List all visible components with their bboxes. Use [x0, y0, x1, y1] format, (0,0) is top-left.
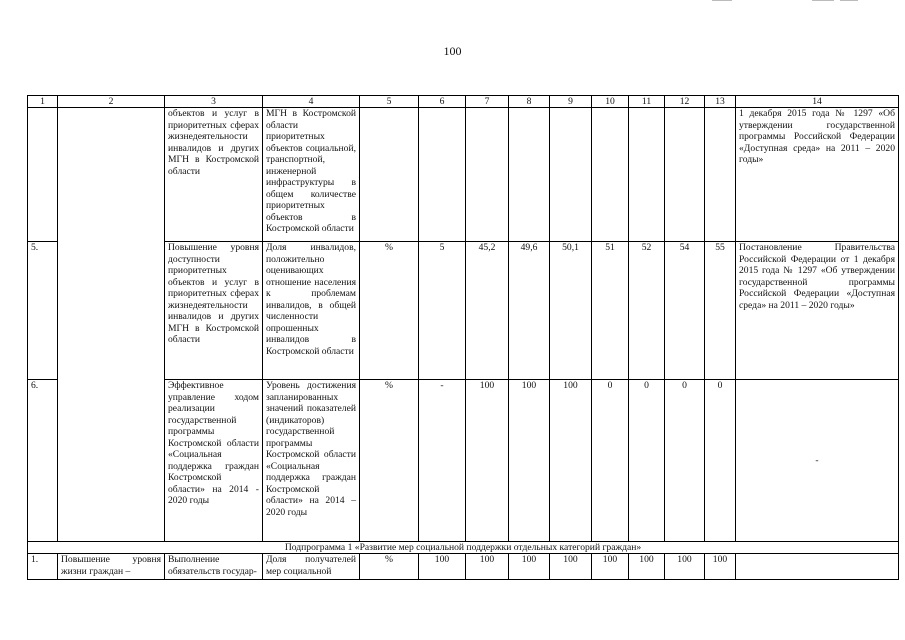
goal-cell: [58, 108, 165, 542]
value-cell: 100: [592, 554, 629, 580]
legal-basis-cell: Постановление Правительства Российской Федерации от 1 декабря 2015 года № 1297 «Об утверждении государственной программы Российской Федерации «Доступная среда» на 2011 – 2020 годы»: [736, 242, 899, 380]
subprogram-row: [28, 542, 899, 554]
column-number: 14: [736, 96, 899, 108]
column-number: 4: [263, 96, 360, 108]
value-cell: [705, 108, 736, 242]
unit-cell: [360, 108, 419, 242]
column-number: 7: [466, 96, 509, 108]
value-cell: 0: [705, 380, 736, 542]
value-cell: 55: [705, 242, 736, 380]
task-cell: Выполнение обязательств государ-: [165, 554, 263, 580]
value-cell: 100: [466, 554, 509, 580]
column-number: 13: [705, 96, 736, 108]
value-cell: 5: [419, 242, 466, 380]
value-cell: [509, 108, 550, 242]
value-cell: 100: [550, 554, 592, 580]
column-number: 9: [550, 96, 592, 108]
scan-mark: [712, 0, 732, 1]
column-number: 6: [419, 96, 466, 108]
value-cell: [419, 108, 466, 242]
value-cell: 100: [509, 380, 550, 542]
indicator-cell: Уровень достижения запланированных значений показателей (индикаторов) государственной программы Костромской области «Социальная поддержка граждан Костромской области» на 2014 – 2020 годы: [263, 380, 360, 542]
value-cell: 52: [629, 242, 665, 380]
value-cell: [629, 108, 665, 242]
value-cell: [466, 108, 509, 242]
value-cell: [592, 108, 629, 242]
row-number: 5.: [28, 242, 58, 380]
scan-mark: [812, 0, 834, 1]
task-cell: Эффективное управление ходом реализации государственной программы Костромской области «Социальная поддержка граждан Костромской области» на 2014 - 2020 годы: [165, 380, 263, 542]
value-cell: 100: [629, 554, 665, 580]
value-cell: [665, 108, 705, 242]
value-cell: 0: [665, 380, 705, 542]
legal-basis-cell: -: [736, 380, 899, 542]
goal-cell: Повышение уровня жизни граждан –: [58, 554, 165, 580]
value-cell: 100: [550, 380, 592, 542]
value-cell: 100: [705, 554, 736, 580]
value-cell: 0: [592, 380, 629, 542]
value-cell: 100: [466, 380, 509, 542]
legal-basis-cell: 1 декабря 2015 года № 1297 «Об утверждении государственной программы Российской Федерации «Доступная среда» на 2011 – 2020 годы»: [736, 108, 899, 242]
column-number: 10: [592, 96, 629, 108]
column-number: 1: [28, 96, 58, 108]
value-cell: 51: [592, 242, 629, 380]
column-number: 5: [360, 96, 419, 108]
value-cell: 49,6: [509, 242, 550, 380]
task-cell: объектов и услуг в приоритетных сферах жизнедеятельности инвалидов и других МГН в Костромской области: [165, 108, 263, 242]
task-cell: Повышение уровня доступности приоритетных объектов и услуг в приоритетных сферах жизнедеятельности инвалидов и других МГН в Костромской области: [165, 242, 263, 380]
value-cell: 0: [629, 380, 665, 542]
column-number: 2: [58, 96, 165, 108]
column-number: 12: [665, 96, 705, 108]
row-number: 6.: [28, 380, 58, 542]
column-number: 8: [509, 96, 550, 108]
indicator-cell: Доля получателей мер социальной: [263, 554, 360, 580]
scan-mark: [840, 0, 858, 1]
value-cell: 50,1: [550, 242, 592, 380]
row-number: 1.: [28, 554, 58, 580]
page-number: 100: [443, 44, 462, 58]
indicator-cell: МГН в Костромской области приоритетных объектов социальной, транспортной, инженерной инфраструктуры в общем количестве приоритетных объектов в Костромской области: [263, 108, 360, 242]
column-number: 11: [629, 96, 665, 108]
value-cell: 54: [665, 242, 705, 380]
unit-cell: %: [360, 380, 419, 542]
legal-basis-cell: [736, 554, 899, 580]
unit-cell: %: [360, 242, 419, 380]
value-cell: 45,2: [466, 242, 509, 380]
subprogram-title: Подпрограмма 1 «Развитие мер социальной поддержки отдельных категорий граждан»: [28, 542, 899, 554]
value-cell: 100: [419, 554, 466, 580]
value-cell: [550, 108, 592, 242]
unit-cell: %: [360, 554, 419, 580]
value-cell: 100: [665, 554, 705, 580]
table-row: [28, 554, 899, 580]
row-number: [28, 108, 58, 242]
indicators-table: [27, 95, 899, 580]
indicator-cell: Доля инвалидов, положительно оценивающих отношение населения к проблемам инвалидов, в общей численности опрошенных инвалидов в Костромской области: [263, 242, 360, 380]
table-row: [28, 108, 899, 242]
column-number-row: [28, 96, 899, 108]
value-cell: 100: [509, 554, 550, 580]
value-cell: -: [419, 380, 466, 542]
column-number: 3: [165, 96, 263, 108]
